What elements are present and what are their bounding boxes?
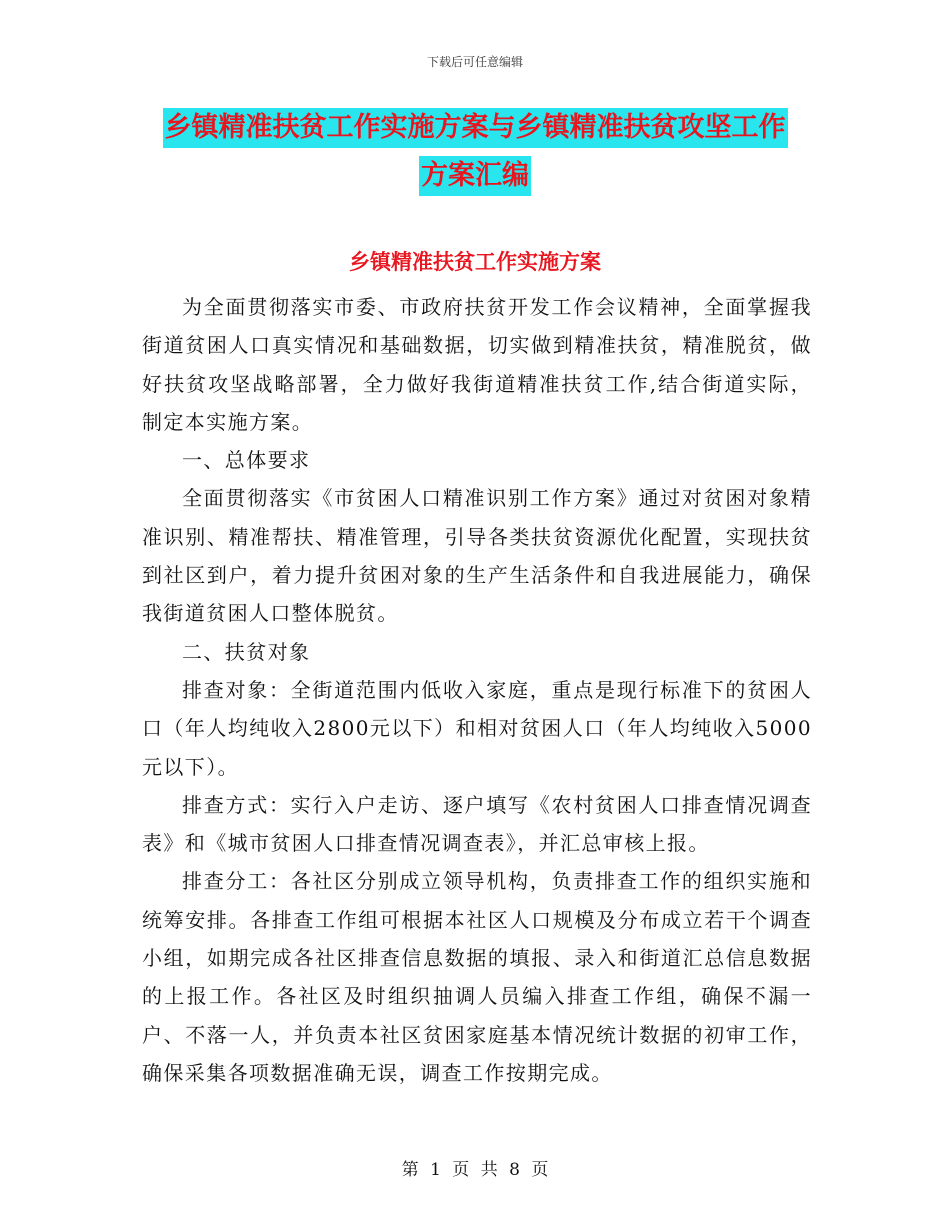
- title-line-1: 乡镇精准扶贫工作实施方案与乡镇精准扶贫攻坚工作: [163, 108, 788, 148]
- heading-targets: 二、扶贫对象: [182, 639, 311, 664]
- heading-general-requirements: 一、总体要求: [182, 448, 311, 473]
- section-title: 乡镇精准扶贫工作实施方案: [349, 249, 601, 274]
- paragraph-survey-division: 排查分工：各社区分别成立领导机构，负责排查工作的组织实施和统筹安排。各排查工作组可根据本社区人口规模及分布成立若干个调查小组，如期完成各社区排查信息数据的填报、录入和街道汇总信息数据的上报工作。各社区及时组织抽调人员编入排查工作组，确保不漏一户、不落一人，并负责本社区贫困家庭基本情况统计数据的初审工作，确保采集各项数据准确无误，调查工作按期完成。: [142, 869, 812, 1085]
- title-line-2: 方案汇编: [419, 156, 531, 196]
- header-note: 下载后可任意编辑: [426, 55, 523, 69]
- paragraph-survey-targets: 排查对象：全街道范围内低收入家庭，重点是现行标准下的贫困人口（年人均纯收入2800元以下）和相对贫困人口（年人均纯收入5000元以下）。: [142, 677, 812, 779]
- paragraph-survey-method: 排查方式：实行入户走访、逐户填写《农村贫困人口排查情况调查表》和《城市贫困人口排查情况调查表》，并汇总审核上报。: [142, 792, 812, 856]
- document-body: [142, 288, 812, 1092]
- paragraph-intro: 为全面贯彻落实市委、市政府扶贫开发工作会议精神，全面掌握我街道贫困人口真实情况和基础数据，切实做到精准扶贫，精准脱贫，做好扶贫攻坚战略部署，全力做好我街道精准扶贫工作,结合街道实际，制定本实施方案。: [142, 295, 812, 434]
- document-title: [0, 108, 950, 196]
- paragraph-general-requirements: 全面贯彻落实《市贫困人口精准识别工作方案》通过对贫困对象精准识别、精准帮扶、精准管理，引导各类扶贫资源优化配置，实现扶贫到社区到户，着力提升贫困对象的生产生活条件和自我进展能力，确保我街道贫困人口整体脱贫。: [142, 486, 812, 626]
- page-footer: 第 1 页 共 8 页: [401, 1160, 549, 1180]
